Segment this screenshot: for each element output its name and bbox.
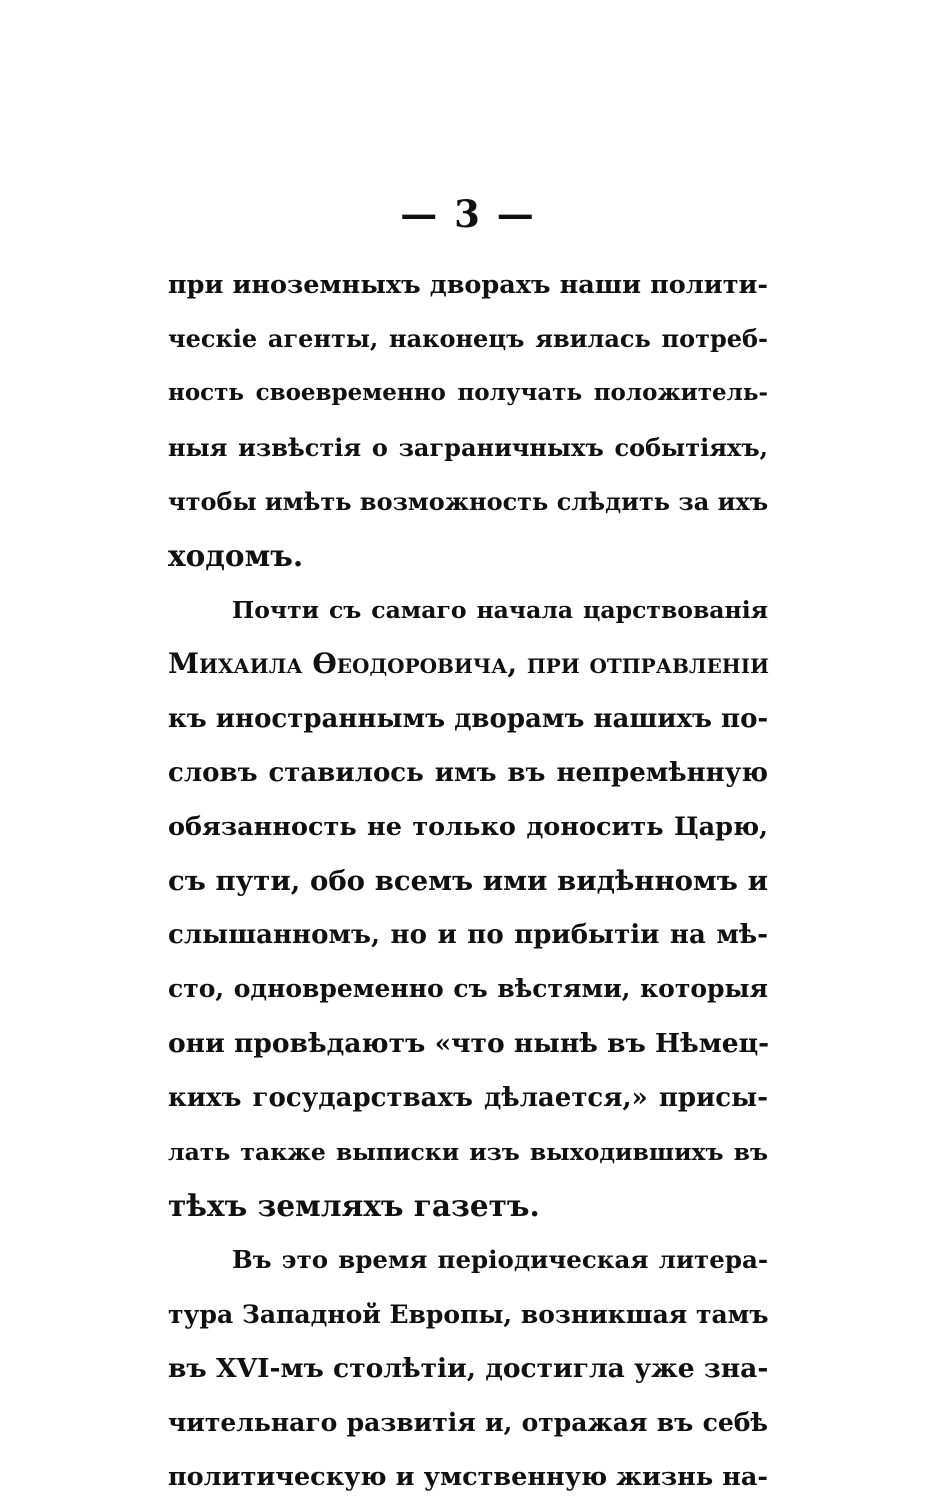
text-line: сто, одновременно съ вѣстями, которыя (168, 974, 768, 1004)
paragraph-3 (168, 1233, 768, 1504)
paragraph-1 (168, 258, 768, 583)
text-line: при иноземныхъ дворахъ наши полити- (168, 270, 768, 300)
text-line: политическую и умственную жизнь на- (168, 1462, 768, 1493)
page-number: — 3 — (400, 192, 536, 236)
text-line: лать также выписки изъ выходившихъ въ (168, 1138, 768, 1166)
text-line: къ иностраннымъ дворамъ нашихъ по- (168, 703, 769, 734)
paragraph-2 (168, 583, 768, 1233)
text-line: чительнаго развитія и, отражая въ себѣ (168, 1407, 768, 1437)
text-line: ходомъ. (168, 537, 304, 573)
text-line: Михаила Ѳеодоровича, при отправленіи (168, 647, 769, 681)
text-line: обязанность не только доносить Царю, (168, 811, 768, 842)
text-line: кихъ государствахъ дѣлается,» присы- (168, 1082, 768, 1113)
text-line: тѣхъ земляхъ газетъ. (168, 1188, 540, 1224)
text-line: съ пути, обо всемъ ими видѣнномъ и (168, 865, 768, 898)
text-line: Въ это время періодическая литера- (232, 1245, 768, 1275)
text-line: тура Западной Европы, возникшая тамъ (168, 1299, 769, 1329)
text-line: ныя извѣстія о заграничныхъ событіяхъ, (168, 432, 768, 462)
text-line: въ XVI-мъ столѣтіи, достигла уже зна- (168, 1352, 769, 1384)
text-line: словъ ставилось имъ въ непремѣнную (168, 757, 768, 788)
text-line: чтобы имѣть возможность слѣдить за ихъ (168, 486, 769, 516)
body-text (168, 258, 768, 1504)
text-line: они провѣдаютъ «что нынѣ въ Нѣмец- (168, 1027, 770, 1059)
text-line: ность своевременно получать положитель- (168, 379, 768, 407)
text-line: слышанномъ, но и по прибытіи на мѣ- (168, 920, 768, 951)
text-line: Почти съ самаго начала царствованія (232, 596, 768, 625)
text-line: ческіе агенты, наконецъ явилась потреб- (168, 324, 768, 354)
